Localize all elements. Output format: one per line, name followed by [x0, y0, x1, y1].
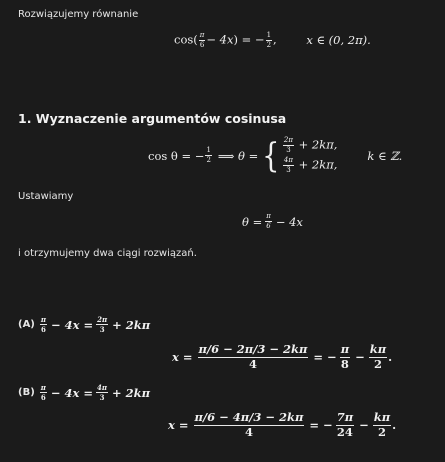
- case-a-end: .: [388, 350, 393, 364]
- cos-eq-lhs-frac: $\frac{1}{2}$: [206, 146, 211, 164]
- case-b-label: (B): [18, 387, 35, 398]
- cos-theta-equation: [148, 137, 402, 174]
- case-b-end: .: [392, 418, 397, 432]
- case-b-sol-frac: $\frac{\pi/6 - 4\pi/3 - 2k\pi}{4}$: [194, 410, 304, 439]
- section-heading: 1. Wyznaczenie argumentów cosinusa: [18, 111, 287, 126]
- case-a-frac: $\frac{\pi}{6}$: [40, 315, 47, 334]
- case-a-mid: − 4x =: [51, 317, 94, 332]
- theta-def-lhs: θ =: [242, 214, 263, 229]
- cos-eq-implies: ⟹ θ =: [217, 148, 259, 163]
- case-b-minus: −: [359, 418, 369, 432]
- case-b-rest: + 2kπ: [112, 385, 151, 400]
- case-a-s3-frac: $\frac{k\pi}{2}$: [369, 342, 387, 371]
- case-a-minus: −: [355, 350, 365, 364]
- main-equation: cos( $\frac{\pi}{6}$ − 4x) = − $\frac{1}{2}$ , x ∈ (0, 2π).: [174, 31, 371, 49]
- case-a-rest: + 2kπ: [112, 317, 151, 332]
- main-eq-domain: x ∈ (0, 2π).: [306, 32, 371, 47]
- case-a-sol-lhs: x =: [172, 350, 193, 364]
- main-eq-func: cos: [174, 32, 194, 47]
- case-a-s2-frac: $\frac{\pi}{8}$: [340, 342, 350, 371]
- case-a-label: (A): [18, 319, 35, 330]
- case-b-solution: [168, 412, 396, 438]
- theta-definition: [242, 213, 303, 230]
- main-eq-rhs-frac: $\frac{1}{2}$: [266, 31, 272, 49]
- case-b-frac: $\frac{\pi}{6}$: [40, 383, 46, 402]
- cos-eq-lhs: cos θ = −: [148, 148, 205, 163]
- case-b-eq2: = −: [309, 418, 333, 432]
- case-b-header: [18, 384, 150, 401]
- cases-brace: {: [262, 135, 280, 176]
- cases-list: [282, 137, 338, 174]
- main-eq-rhs: = −: [241, 32, 265, 47]
- main-eq-rest: − 4x: [206, 32, 234, 47]
- case-b-sol-lhs: x =: [168, 418, 189, 432]
- case-a-solution: [172, 344, 392, 370]
- k-domain: k ∈ ℤ.: [367, 148, 403, 163]
- ustawiamy-text: Ustawiamy: [18, 191, 74, 202]
- two-sequences-text: i otrzymujemy dwa ciągi rozwiązań.: [18, 248, 197, 259]
- theta-def-frac: $\frac{\pi}{6}$: [266, 212, 271, 230]
- case-b-rfrac: $\frac{4\pi}{3}$: [97, 383, 108, 402]
- case-a-eq2: = −: [313, 350, 337, 364]
- case-b-mid: − 4x =: [50, 385, 94, 400]
- case-a-rfrac: $\frac{2\pi}{3}$: [97, 315, 108, 334]
- main-eq-frac: $\frac{\pi}{6}$: [199, 31, 205, 49]
- case-b-s3-frac: $\frac{k\pi}{2}$: [373, 410, 391, 439]
- theta-def-rest: − 4x: [275, 214, 303, 229]
- case-a-sol-frac: $\frac{\pi/6 - 2\pi/3 - 2k\pi}{4}$: [198, 342, 308, 371]
- case-a-header: [18, 316, 150, 333]
- case-1: $\frac{2\pi}{3}$ + 2kπ,: [283, 136, 338, 154]
- case-b-s2-frac: $\frac{7\pi}{24}$: [336, 410, 354, 439]
- case-2: $\frac{4\pi}{3}$ + 2kπ,: [283, 156, 338, 174]
- intro-text: Rozwiązujemy równanie: [18, 9, 139, 20]
